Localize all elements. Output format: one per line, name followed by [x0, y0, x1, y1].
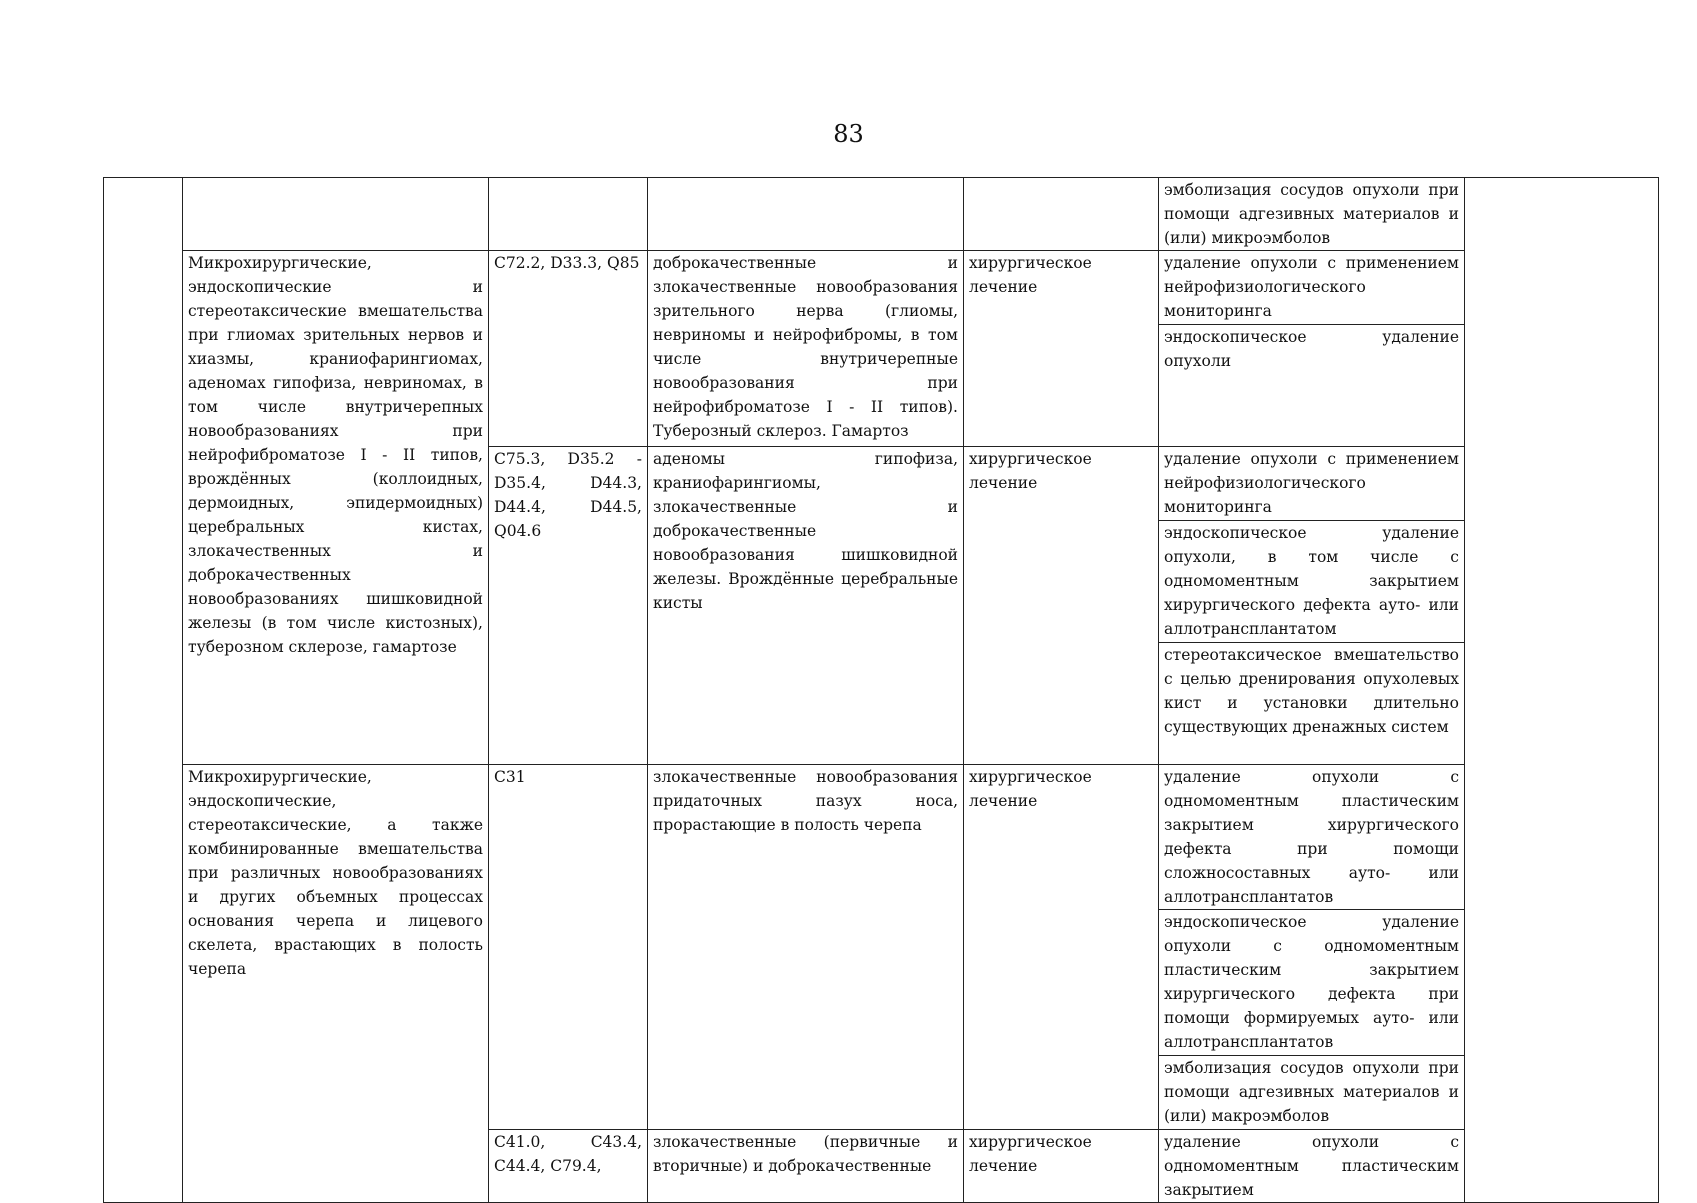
- method-cell: эндоскопическое удаление опухоли: [1159, 325, 1465, 447]
- codes-cell: C75.3, D35.2 - D35.4, D44.3, D44.4, D44.5, Q04.6: [489, 447, 648, 765]
- name-cell: Микрохирургические, эндоскопические и стереотаксические вмешательства при глиомах зрительных нервов и хиазмы, краниофарингиомах, аденомах гипофиза, невриномах, в том числе внутричерепных новообразованиях при нейрофиброматозе I - II типов, врождённых (коллоидных, дермоидных, эпидермоидных) церебральных кистах, злокачественных и доброкачественных новообразованиях шишковидной железы (в том числе кистозных), туберозном склерозе, гамартозе: [183, 251, 489, 765]
- codes-cell: [489, 178, 648, 251]
- method-cell: удаление опухоли с одномоментным пластическим закрытием хирургического дефекта при помощи сложносоставных ауто- или аллотрансплантатов: [1159, 765, 1465, 910]
- codes-cell: C72.2, D33.3, Q85: [489, 251, 648, 447]
- method-cell: удаление опухоли с применением нейрофизиологического мониторинга: [1159, 251, 1465, 325]
- treatment-cell: хирургическое лечение: [964, 251, 1159, 447]
- method-cell: удаление опухоли с применением нейрофизиологического мониторинга: [1159, 447, 1465, 521]
- codes-cell: C31: [489, 765, 648, 1130]
- funding-column: [1465, 178, 1659, 1203]
- number-column: [104, 178, 183, 1203]
- treatment-cell: хирургическое лечение: [964, 1130, 1159, 1203]
- treatment-cell: хирургическое лечение: [964, 447, 1159, 765]
- method-cell: стереотаксическое вмешательство с целью дренирования опухолевых кист и установки длительно существующих дренажных систем: [1159, 643, 1465, 765]
- procedures-table: [103, 177, 1659, 1203]
- model-cell: доброкачественные и злокачественные новообразования зрительного нерва (глиомы, невриномы и нейрофибромы, в том числе внутричерепные новообразования при нейрофиброматозе I - II типов). Туберозный склероз. Гамартоз: [648, 251, 964, 447]
- treatment-cell: хирургическое лечение: [964, 765, 1159, 1130]
- table-row: [104, 251, 1659, 325]
- table-row: [104, 765, 1659, 910]
- model-cell: аденомы гипофиза, краниофарингиомы, злокачественные и доброкачественные новообразования шишковидной железы. Врождённые церебральные кисты: [648, 447, 964, 765]
- page-number: 83: [833, 120, 864, 148]
- model-cell: злокачественные новообразования придаточных пазух носа, прорастающие в полость черепа: [648, 765, 964, 1130]
- codes-cell: C41.0, C43.4, C44.4, C79.4,: [489, 1130, 648, 1203]
- method-cell: эндоскопическое удаление опухоли с одномоментным пластическим закрытием хирургического дефекта при помощи формируемых ауто- или аллотрансплантатов: [1159, 910, 1465, 1056]
- name-cell: Микрохирургические, эндоскопические, стереотаксические, а также комбинированные вмешательства при различных новообразованиях и других объемных процессах основания черепа и лицевого скелета, врастающих в полость черепа: [183, 765, 489, 1203]
- method-cell: эмболизация сосудов опухоли при помощи адгезивных материалов и (или) микроэмболов: [1159, 178, 1465, 251]
- method-cell: эндоскопическое удаление опухоли, в том числе с одномоментным закрытием хирургического дефекта ауто- или аллотрансплантатом: [1159, 521, 1465, 643]
- model-cell: злокачественные (первичные и вторичные) и доброкачественные: [648, 1130, 964, 1203]
- table-row: [104, 178, 1659, 251]
- treatment-cell: [964, 178, 1159, 251]
- method-cell: удаление опухоли с одномоментным пластическим закрытием: [1159, 1130, 1465, 1203]
- model-cell: [648, 178, 964, 251]
- name-cell: [183, 178, 489, 251]
- method-cell: эмболизация сосудов опухоли при помощи адгезивных материалов и (или) макроэмболов: [1159, 1056, 1465, 1130]
